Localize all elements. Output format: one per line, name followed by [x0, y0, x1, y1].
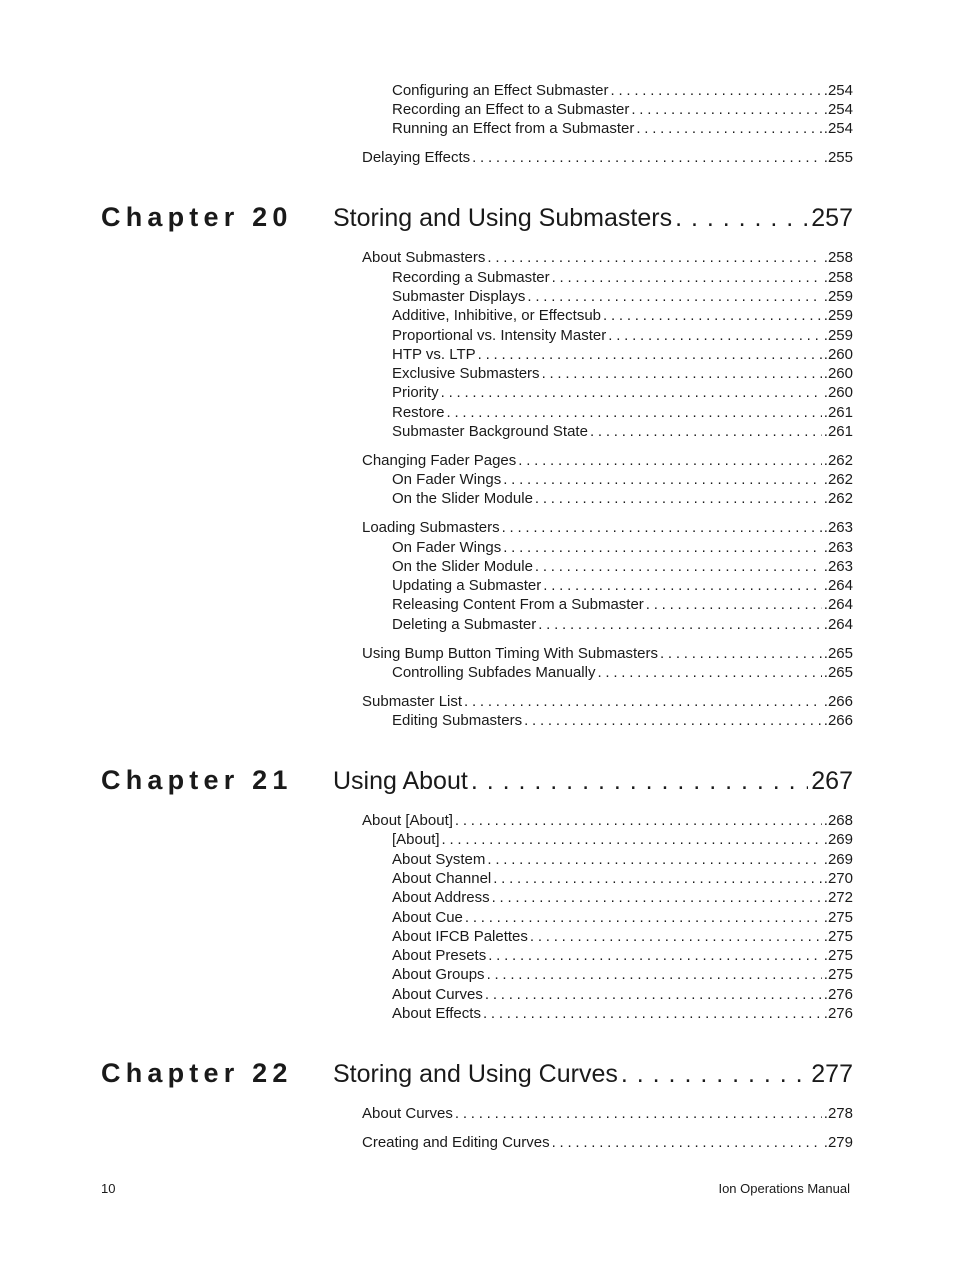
dot-leader — [455, 1105, 822, 1123]
toc-entry-page: .262 — [823, 490, 853, 507]
dot-leader — [441, 384, 822, 402]
toc-subentry[interactable] — [392, 870, 853, 888]
toc-subentry[interactable] — [392, 423, 853, 441]
toc-subentry[interactable] — [392, 269, 853, 287]
toc-subentry[interactable] — [392, 851, 853, 869]
dot-leader — [552, 1134, 822, 1152]
toc-entry-label: Configuring an Effect Submaster — [392, 82, 609, 99]
toc-subentry[interactable] — [392, 384, 853, 402]
chapter-title-row[interactable] — [333, 203, 853, 233]
toc-entry[interactable] — [362, 519, 853, 537]
dot-leader — [485, 986, 822, 1004]
toc-entry-label: About [About] — [362, 812, 453, 829]
dot-leader — [538, 616, 822, 634]
dot-leader — [636, 120, 821, 138]
dot-leader — [487, 249, 821, 267]
toc-subentry[interactable] — [392, 365, 853, 383]
toc-entry-page: .268 — [823, 812, 853, 829]
chapter-title: Storing and Using Submasters — [333, 204, 673, 232]
dot-leader — [493, 870, 822, 888]
toc-entry[interactable] — [362, 812, 853, 830]
toc-subentry[interactable] — [392, 288, 853, 306]
toc-entry-label: About Groups — [392, 966, 485, 983]
toc-subentry[interactable] — [392, 82, 853, 100]
toc-entry-page: .254 — [823, 101, 853, 118]
toc-entry-label: Submaster Background State — [392, 423, 588, 440]
toc-entry[interactable] — [362, 149, 853, 167]
dot-leader — [471, 766, 808, 796]
toc-entry[interactable] — [362, 1105, 853, 1123]
toc-entry-page: .269 — [823, 831, 853, 848]
toc-entry-page: .260 — [823, 384, 853, 401]
toc-subentry[interactable] — [392, 928, 853, 946]
dot-leader — [608, 327, 822, 345]
dot-leader — [442, 831, 822, 849]
toc-entry-label: On Fader Wings — [392, 471, 502, 488]
toc-entry-page: .254 — [823, 120, 853, 137]
toc-subentry[interactable] — [392, 889, 853, 907]
toc-entry-label: Restore — [392, 404, 445, 421]
chapter-title-row[interactable] — [333, 766, 853, 796]
toc-entry-label: On Fader Wings — [392, 539, 502, 556]
toc-subentry[interactable] — [392, 471, 853, 489]
dot-leader — [465, 909, 822, 927]
toc-entry-label: Updating a Submaster — [392, 577, 542, 594]
toc-entry-page: .265 — [823, 664, 853, 681]
dot-leader — [483, 1005, 822, 1023]
chapter-title: Using About — [333, 767, 468, 795]
chapter-label: Chapter 20 — [101, 202, 293, 232]
toc-entry-page: .270 — [823, 870, 853, 887]
dot-leader — [660, 645, 822, 663]
dot-leader — [530, 928, 822, 946]
toc-entry-label: Editing Submasters — [392, 712, 523, 729]
toc-subentry[interactable] — [392, 712, 853, 730]
toc-entry[interactable] — [362, 452, 853, 470]
toc-subentry[interactable] — [392, 577, 853, 595]
toc-entry[interactable] — [362, 645, 853, 663]
toc-subentry[interactable] — [392, 327, 853, 345]
toc-entry-label: Additive, Inhibitive, or Effectsub — [392, 307, 602, 324]
toc-entry-label: About Presets — [392, 947, 487, 964]
toc-subentry[interactable] — [392, 404, 853, 422]
dot-leader — [478, 346, 822, 364]
dot-leader — [455, 812, 822, 830]
dot-leader — [524, 712, 822, 730]
dot-leader — [646, 596, 822, 614]
dot-leader — [503, 539, 822, 557]
toc-entry-page: .258 — [823, 269, 853, 286]
toc-subentry[interactable] — [392, 966, 853, 984]
dot-leader — [552, 269, 822, 287]
toc-entry-label: Running an Effect from a Submaster — [392, 120, 635, 137]
chapter-title: Storing and Using Curves — [333, 1060, 618, 1088]
toc-entry-label: Loading Submasters — [362, 519, 500, 536]
toc-entry-label: [About] — [392, 831, 440, 848]
dot-leader — [631, 101, 821, 119]
toc-entry-label: Proportional vs. Intensity Master — [392, 327, 607, 344]
dot-leader — [535, 490, 822, 508]
toc-subentry[interactable] — [392, 947, 853, 965]
toc-entry-page: .279 — [823, 1134, 853, 1151]
toc-entry-page: .261 — [823, 423, 853, 440]
toc-entry-label: Delaying Effects — [362, 149, 471, 166]
toc-entry-page: .259 — [823, 288, 853, 305]
dot-leader — [487, 851, 821, 869]
toc-entry-page: .259 — [823, 307, 853, 324]
toc-entry-page: .278 — [823, 1105, 853, 1122]
toc-entry-page: .276 — [823, 986, 853, 1003]
chapter-page: 267 — [811, 767, 853, 795]
footer-manual-title: Ion Operations Manual — [718, 1181, 850, 1196]
toc-entry-page: .260 — [823, 365, 853, 382]
toc-entry[interactable] — [362, 1134, 853, 1152]
dot-leader — [502, 519, 822, 537]
toc-subentry[interactable] — [392, 307, 853, 325]
toc-entry-label: Submaster List — [362, 693, 463, 710]
toc-subentry[interactable] — [392, 539, 853, 557]
toc-entry-page: .275 — [823, 909, 853, 926]
dot-leader — [621, 1059, 808, 1089]
toc-subentry[interactable] — [392, 909, 853, 927]
toc-entry-page: .275 — [823, 966, 853, 983]
dot-leader — [447, 404, 822, 422]
dot-leader — [527, 288, 821, 306]
toc-entry-page: .263 — [823, 558, 853, 575]
toc-entry-label: About Cue — [392, 909, 463, 926]
toc-entry-label: About Curves — [392, 986, 483, 1003]
toc-entry-page: .264 — [823, 616, 853, 633]
toc-entry-page: .261 — [823, 404, 853, 421]
chapter-page: 277 — [811, 1060, 853, 1088]
toc-entry-page: .262 — [823, 452, 853, 469]
dot-leader — [472, 149, 822, 167]
toc-entry-page: .275 — [823, 928, 853, 945]
toc-entry-label: About Address — [392, 889, 490, 906]
toc-entry-label: Priority — [392, 384, 439, 401]
toc-entry-label: HTP vs. LTP — [392, 346, 476, 363]
toc-subentry[interactable] — [392, 558, 853, 576]
toc-entry-page: .263 — [823, 539, 853, 556]
toc-entry-label: Deleting a Submaster — [392, 616, 537, 633]
dot-leader — [543, 577, 822, 595]
toc-subentry[interactable] — [392, 596, 853, 614]
dot-leader — [603, 307, 822, 325]
toc-entry-page: .266 — [823, 712, 853, 729]
toc-subentry[interactable] — [392, 616, 853, 634]
toc-subentry[interactable] — [392, 101, 853, 119]
toc-entry-label: Creating and Editing Curves — [362, 1134, 550, 1151]
toc-entry-label: On the Slider Module — [392, 558, 533, 575]
dot-leader — [488, 947, 822, 965]
toc-entry-page: .264 — [823, 577, 853, 594]
dot-leader — [597, 664, 821, 682]
toc-entry-label: Releasing Content From a Submaster — [392, 596, 644, 613]
toc-subentry[interactable] — [392, 986, 853, 1004]
toc-entry-label: Changing Fader Pages — [362, 452, 517, 469]
toc-entry-page: .275 — [823, 947, 853, 964]
toc-entry-label: Controlling Subfades Manually — [392, 664, 596, 681]
dot-leader — [535, 558, 822, 576]
toc-entry-page: .255 — [823, 149, 853, 166]
toc-entry-page: .260 — [823, 346, 853, 363]
toc-entry-label: About Submasters — [362, 249, 486, 266]
chapter-label: Chapter 22 — [101, 1058, 293, 1088]
toc-entry-label: About Curves — [362, 1105, 453, 1122]
toc-entry-page: .262 — [823, 471, 853, 488]
dot-leader — [590, 423, 822, 441]
toc-entry[interactable] — [362, 249, 853, 267]
toc-entry-page: .258 — [823, 249, 853, 266]
chapter-label: Chapter 21 — [101, 765, 293, 795]
toc-entry-label: Recording a Submaster — [392, 269, 550, 286]
toc-entry-page: .254 — [823, 82, 853, 99]
toc-entry-label: About Effects — [392, 1005, 481, 1022]
toc-entry-label: Submaster Displays — [392, 288, 526, 305]
dot-leader — [611, 82, 822, 100]
toc-entry-label: About System — [392, 851, 486, 868]
toc-entry-page: .263 — [823, 519, 853, 536]
toc-entry-label: About IFCB Palettes — [392, 928, 528, 945]
dot-leader — [503, 471, 822, 489]
toc-subentry[interactable] — [392, 664, 853, 682]
toc-subentry[interactable] — [392, 490, 853, 508]
footer-page-number: 10 — [101, 1181, 116, 1196]
dot-leader — [487, 966, 822, 984]
toc-subentry[interactable] — [392, 1005, 853, 1023]
toc-entry-page: .259 — [823, 327, 853, 344]
toc-entry-label: About Channel — [392, 870, 492, 887]
dot-leader — [518, 452, 822, 470]
toc-entry-page: .276 — [823, 1005, 853, 1022]
toc-subentry[interactable] — [392, 346, 853, 364]
toc-entry-page: .265 — [823, 645, 853, 662]
toc-subentry[interactable] — [392, 120, 853, 138]
toc-entry[interactable] — [362, 693, 853, 711]
toc-entry-page: .264 — [823, 596, 853, 613]
chapter-title-row[interactable] — [333, 1059, 853, 1089]
dot-leader — [675, 203, 808, 233]
toc-entry-label: Using Bump Button Timing With Submasters — [362, 645, 658, 662]
chapter-page: 257 — [811, 204, 853, 232]
dot-leader — [492, 889, 822, 907]
toc-entry-label: Exclusive Submasters — [392, 365, 540, 382]
dot-leader — [464, 693, 822, 711]
dot-leader — [542, 365, 822, 383]
toc-entry-label: On the Slider Module — [392, 490, 533, 507]
toc-entry-page: .272 — [823, 889, 853, 906]
toc-entry-label: Recording an Effect to a Submaster — [392, 101, 630, 118]
toc-subentry[interactable] — [392, 831, 853, 849]
toc-entry-page: .269 — [823, 851, 853, 868]
toc-entry-page: .266 — [823, 693, 853, 710]
